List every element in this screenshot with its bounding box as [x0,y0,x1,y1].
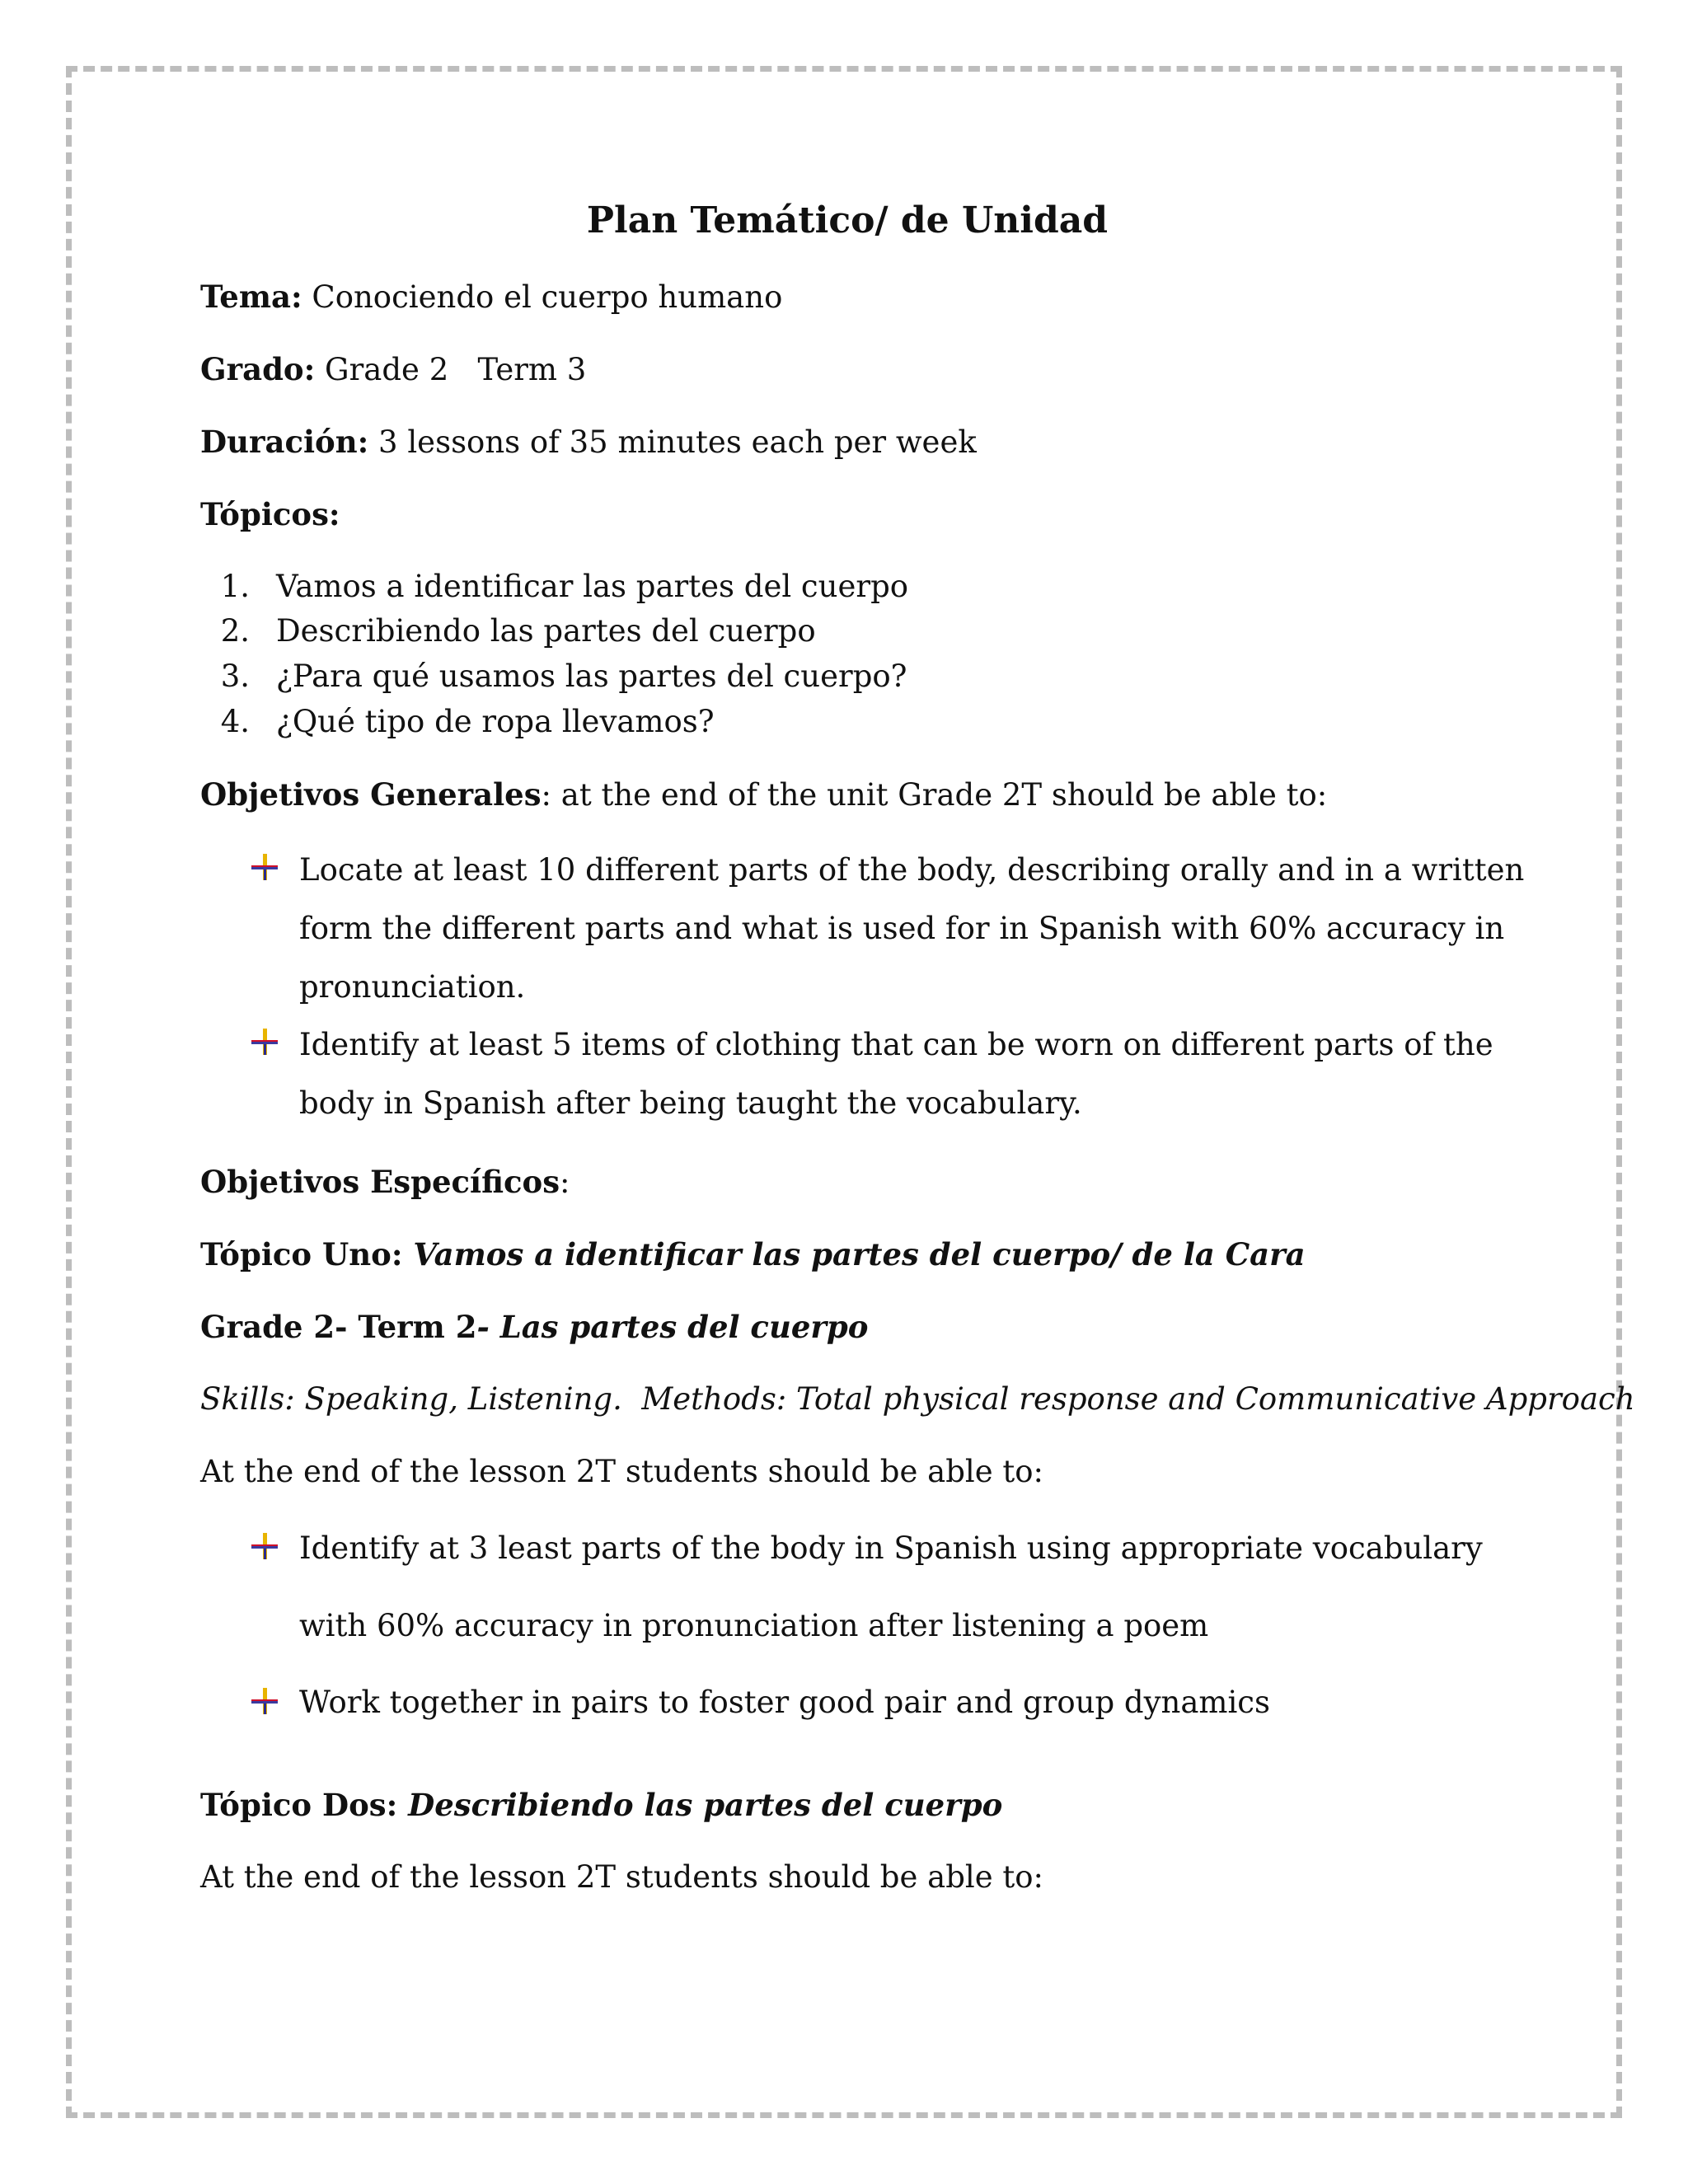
objetivos-especificos-suffix: : [560,1165,570,1200]
bullet-arrow-icon [250,852,279,882]
topico-dos-label: Tópico Dos: [200,1787,409,1823]
grado-line [200,349,586,390]
objetivos-generales-label: Objetivos Generales [200,776,542,813]
topicos-heading [200,494,340,535]
topico-uno-line [200,1235,1306,1275]
grade-term-title: - Las partes del cuerpo [476,1309,869,1345]
duracion-value: 3 lessons of 35 minutes each per week [378,424,977,460]
lesson-intro-2: At the end of the lesson 2T students should be able to: [200,1859,1043,1895]
page-title: Plan Temático/ de Unidad [586,199,1109,241]
tema-line [200,277,782,317]
lesson-intro-1: At the end of the lesson 2T students should be able to: [200,1454,1043,1489]
duracion-label: Duración: [200,424,369,460]
objetivos-generales-line [200,775,1327,815]
grade-term-label: Grade 2- Term 2 [200,1309,477,1345]
topico-dos-title: Describiendo las partes del cuerpo [408,1787,1003,1823]
bullet-arrow-icon [250,1531,279,1561]
topicos-list-item [200,702,715,742]
objetivo-general-bullet: Locate at least 10 different parts of the body, describing orally and in a written form the different parts and what is used for in Spanish with 60% accuracy in pronunciation. [299,852,1525,1005]
topico-uno-title: Vamos a identificar las partes del cuerpo/ de la Cara [413,1236,1306,1272]
tema-label: Tema: [200,279,302,315]
topicos-list-item [200,657,907,696]
grado-value: Grade 2 Term 3 [325,352,587,387]
list-text: Vamos a identificar las partes del cuerpo [276,569,909,604]
topicos-list-item [200,612,816,651]
tema-value: Conociendo el cuerpo humano [312,279,783,315]
objetivos-especificos-line [200,1162,570,1202]
lesson-bullet: Identify at 3 least parts of the body in Spanish using appropriate vocabulary with 60% accuracy in pronunciation after listening a poem [299,1530,1483,1643]
list-text: ¿Para qué usamos las partes del cuerpo? [276,658,907,694]
topicos-label: Tópicos: [200,496,340,532]
list-number: 3. [220,658,250,694]
lesson-bullet: Work together in pairs to foster good pair and group dynamics [299,1685,1271,1720]
objetivos-generales-intro: : at the end of the unit Grade 2T should be able to: [541,777,1328,813]
bullet-arrow-icon [250,1686,279,1716]
grade-term-line [200,1307,868,1347]
objetivos-especificos-label: Objetivos Específicos [200,1164,560,1200]
grado-label: Grado: [200,351,316,387]
duracion-line [200,422,977,462]
objetivo-general-bullet: Identify at least 5 items of clothing that can be worn on different parts of the body in Spanish after being taught the vocabulary. [299,1027,1493,1121]
bullet-arrow-icon [250,1027,279,1057]
topico-uno-label: Tópico Uno: [200,1236,414,1272]
skills-line: Skills: Speaking, Listening. Methods: Total physical response and Communicative Approach [200,1381,1635,1417]
list-text: ¿Qué tipo de ropa llevamos? [276,704,715,739]
list-text: Describiendo las partes del cuerpo [276,613,816,649]
list-number: 1. [220,569,250,604]
topicos-list-item [200,567,908,607]
list-number: 2. [220,613,250,649]
topico-dos-line [200,1785,1002,1825]
list-number: 4. [220,704,250,739]
